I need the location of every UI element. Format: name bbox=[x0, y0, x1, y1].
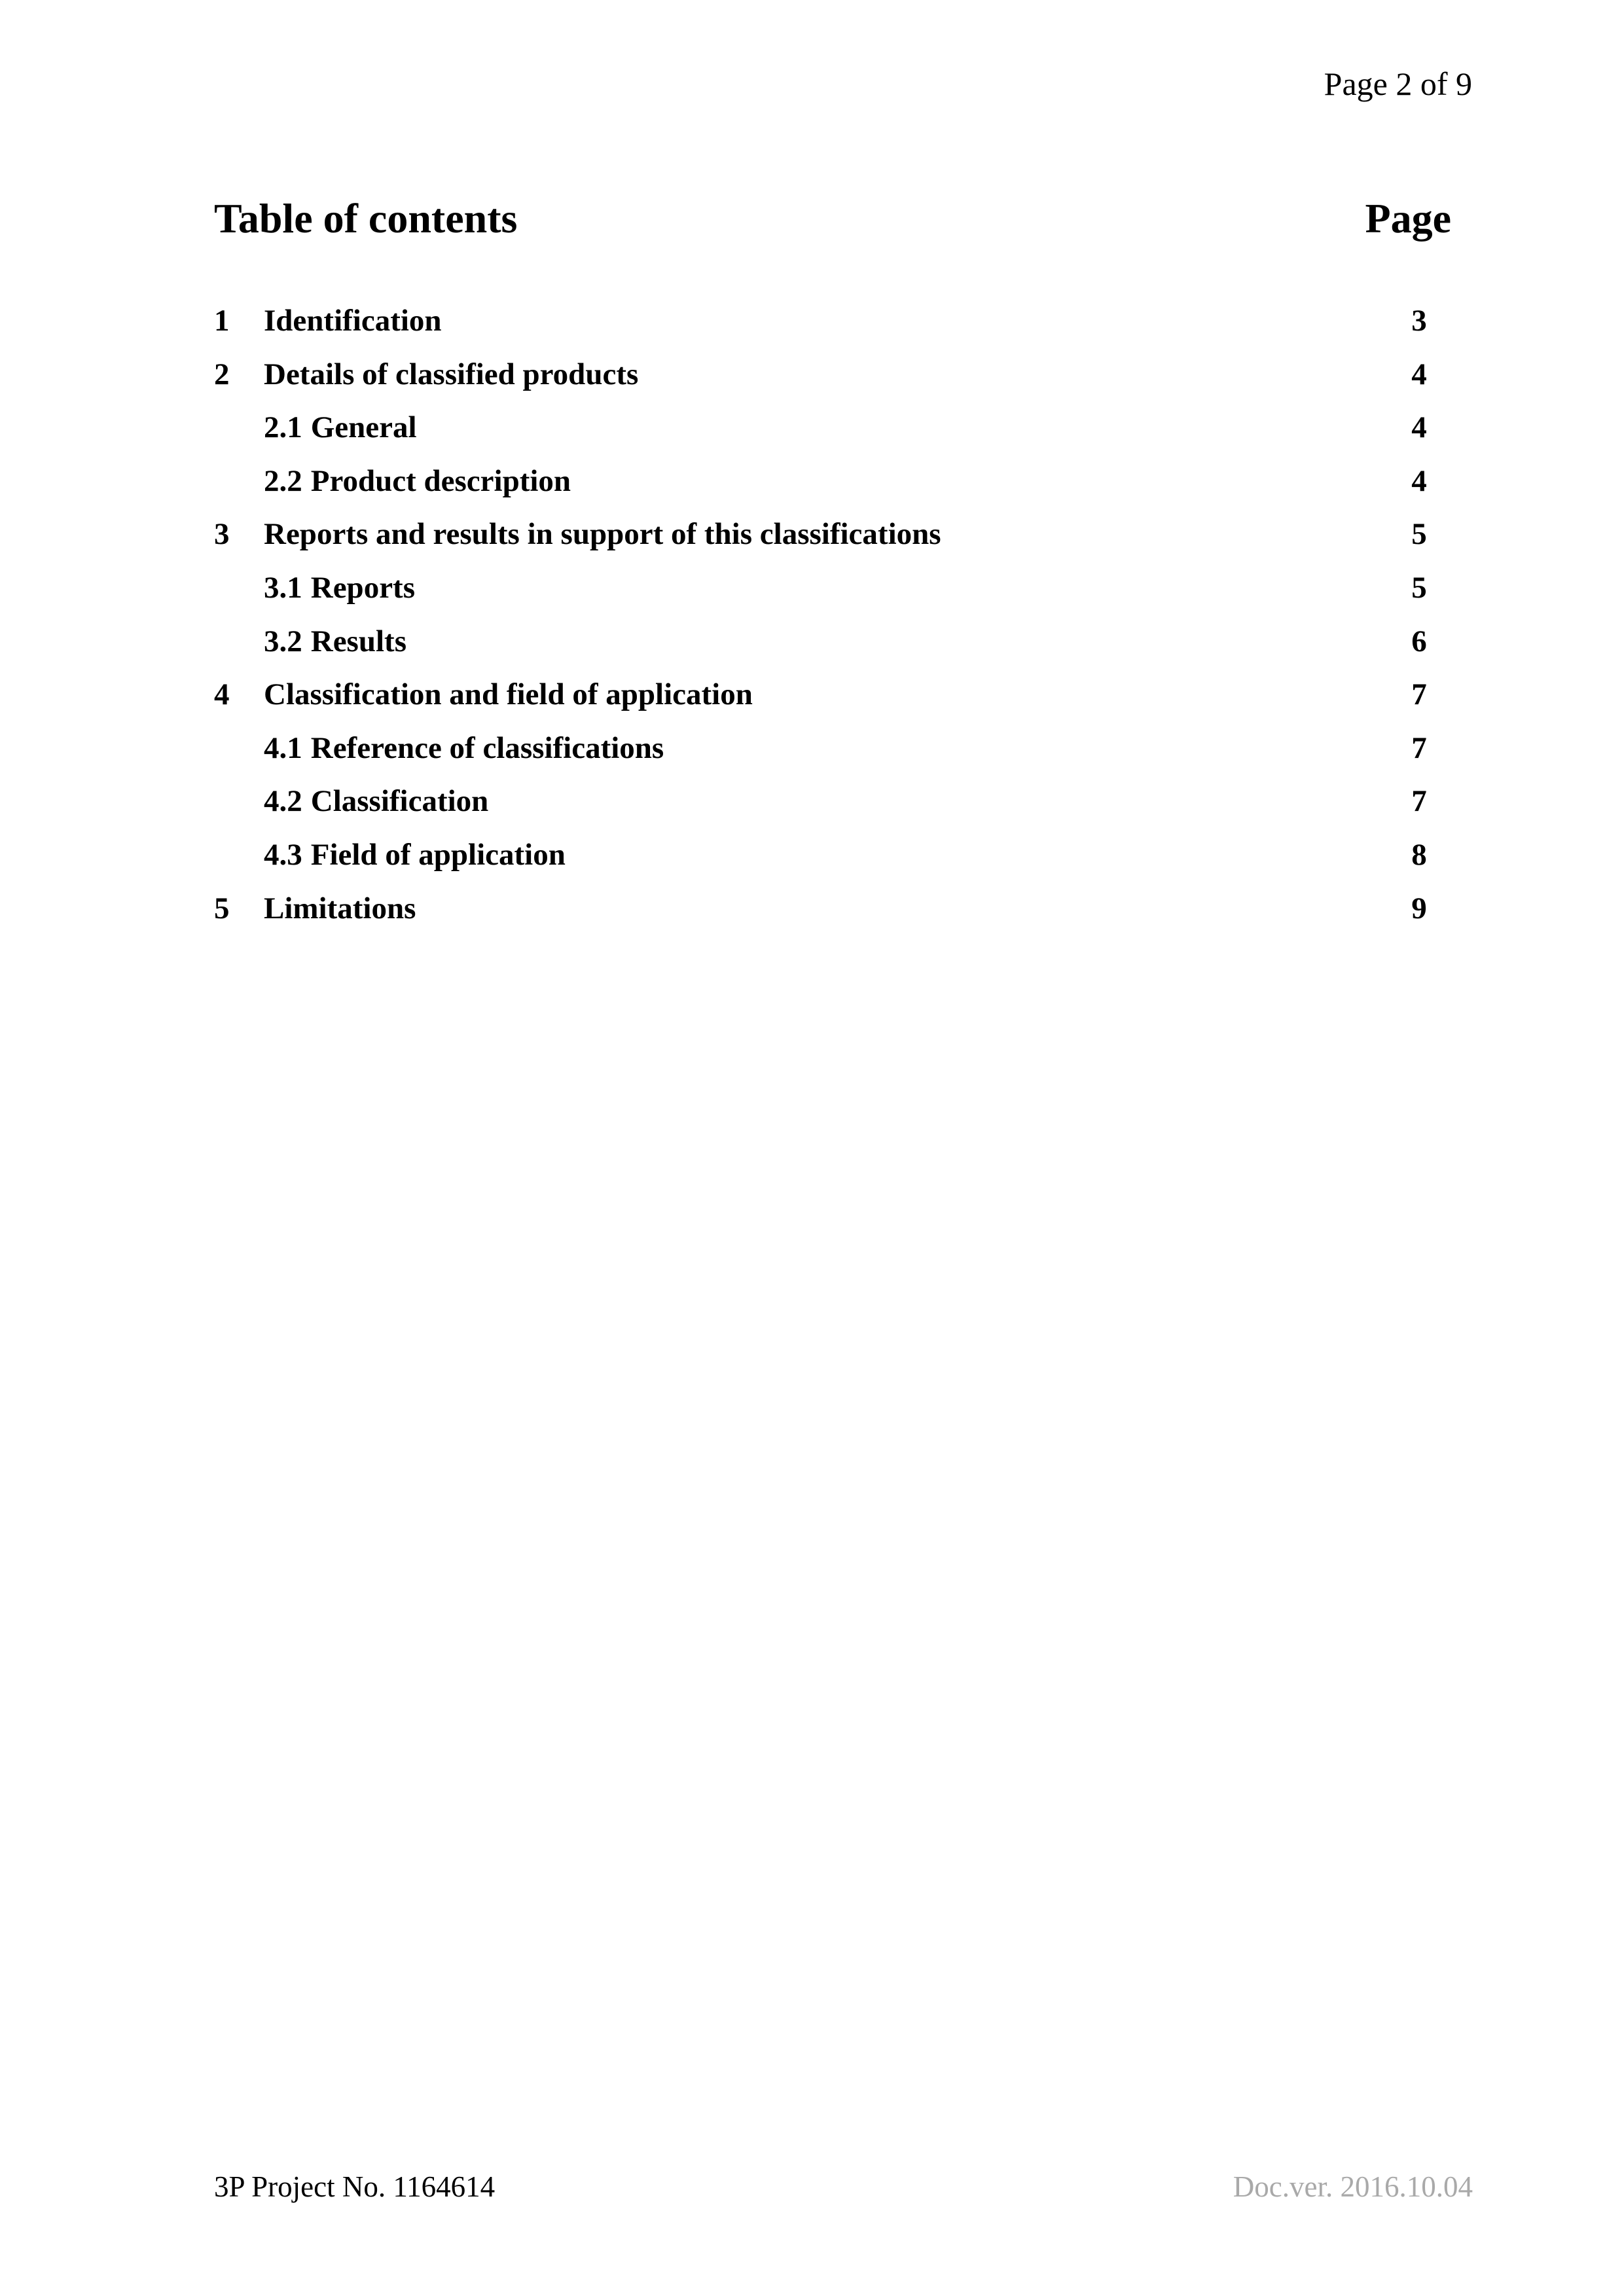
toc-entry-page: 4 bbox=[1411, 463, 1427, 498]
toc-entry-number: 2 bbox=[214, 357, 230, 391]
toc-entry-page: 4 bbox=[1411, 357, 1427, 391]
toc-entry-page: 7 bbox=[1411, 784, 1427, 819]
toc-row bbox=[0, 562, 1624, 615]
toc-entry-number: 4.2 bbox=[264, 784, 302, 819]
toc-entry-number: 3 bbox=[214, 517, 230, 552]
toc-row bbox=[0, 348, 1624, 402]
toc-row bbox=[0, 668, 1624, 722]
toc-entry-label: Classification and field of application bbox=[264, 677, 753, 712]
page-column-label: Page bbox=[1365, 195, 1451, 242]
toc-title: Table of contents bbox=[214, 195, 518, 242]
toc-entry-number: 1 bbox=[214, 304, 230, 338]
toc-row bbox=[0, 295, 1624, 348]
toc-entry-label: Reports and results in support of this classifications bbox=[264, 517, 941, 552]
footer-doc-version: Doc.ver. 2016.10.04 bbox=[1233, 2170, 1473, 2203]
toc-entry-label: Details of classified products bbox=[264, 357, 639, 391]
toc-row bbox=[0, 882, 1624, 936]
toc-entry-page: 4 bbox=[1411, 410, 1427, 445]
toc-entry-number: 3.2 bbox=[264, 624, 302, 658]
toc-entry-label: Product description bbox=[310, 463, 571, 498]
footer-project-number: 3P Project No. 1164614 bbox=[214, 2170, 496, 2203]
toc-entry-page: 5 bbox=[1411, 570, 1427, 605]
toc-entry-page: 3 bbox=[1411, 304, 1427, 338]
toc-row bbox=[0, 829, 1624, 882]
toc-entry-label: Identification bbox=[264, 304, 442, 338]
toc-entry-page: 7 bbox=[1411, 730, 1427, 765]
toc-entry-page: 8 bbox=[1411, 837, 1427, 872]
toc-row bbox=[0, 508, 1624, 562]
page-indicator: Page 2 of 9 bbox=[1324, 65, 1472, 102]
toc-header-row bbox=[214, 194, 1451, 243]
toc-entry-number: 5 bbox=[214, 891, 230, 925]
toc-entry-number: 2.1 bbox=[264, 410, 302, 445]
toc-entry-page: 7 bbox=[1411, 677, 1427, 712]
toc-entry-page: 9 bbox=[1411, 891, 1427, 925]
toc-row bbox=[0, 455, 1624, 509]
toc-entry-label: Reference of classifications bbox=[310, 730, 664, 765]
toc-entry-label: Limitations bbox=[264, 891, 416, 925]
toc-row bbox=[0, 775, 1624, 829]
toc-entry-label: Results bbox=[310, 624, 406, 658]
toc-entry-number: 2.2 bbox=[264, 463, 302, 498]
toc-entry-label: General bbox=[310, 410, 417, 445]
toc-entry-page: 5 bbox=[1411, 517, 1427, 552]
toc-entry-number: 4 bbox=[214, 677, 230, 712]
toc-list bbox=[0, 295, 1624, 935]
toc-entry-number: 3.1 bbox=[264, 570, 302, 605]
toc-row bbox=[0, 401, 1624, 455]
toc-row bbox=[0, 722, 1624, 776]
toc-entry-number: 4.1 bbox=[264, 730, 302, 765]
toc-entry-label: Reports bbox=[310, 570, 415, 605]
toc-entry-number: 4.3 bbox=[264, 837, 302, 872]
toc-entry-label: Field of application bbox=[310, 837, 566, 872]
toc-entry-page: 6 bbox=[1411, 624, 1427, 658]
toc-row bbox=[0, 615, 1624, 669]
toc-entry-label: Classification bbox=[310, 784, 489, 819]
